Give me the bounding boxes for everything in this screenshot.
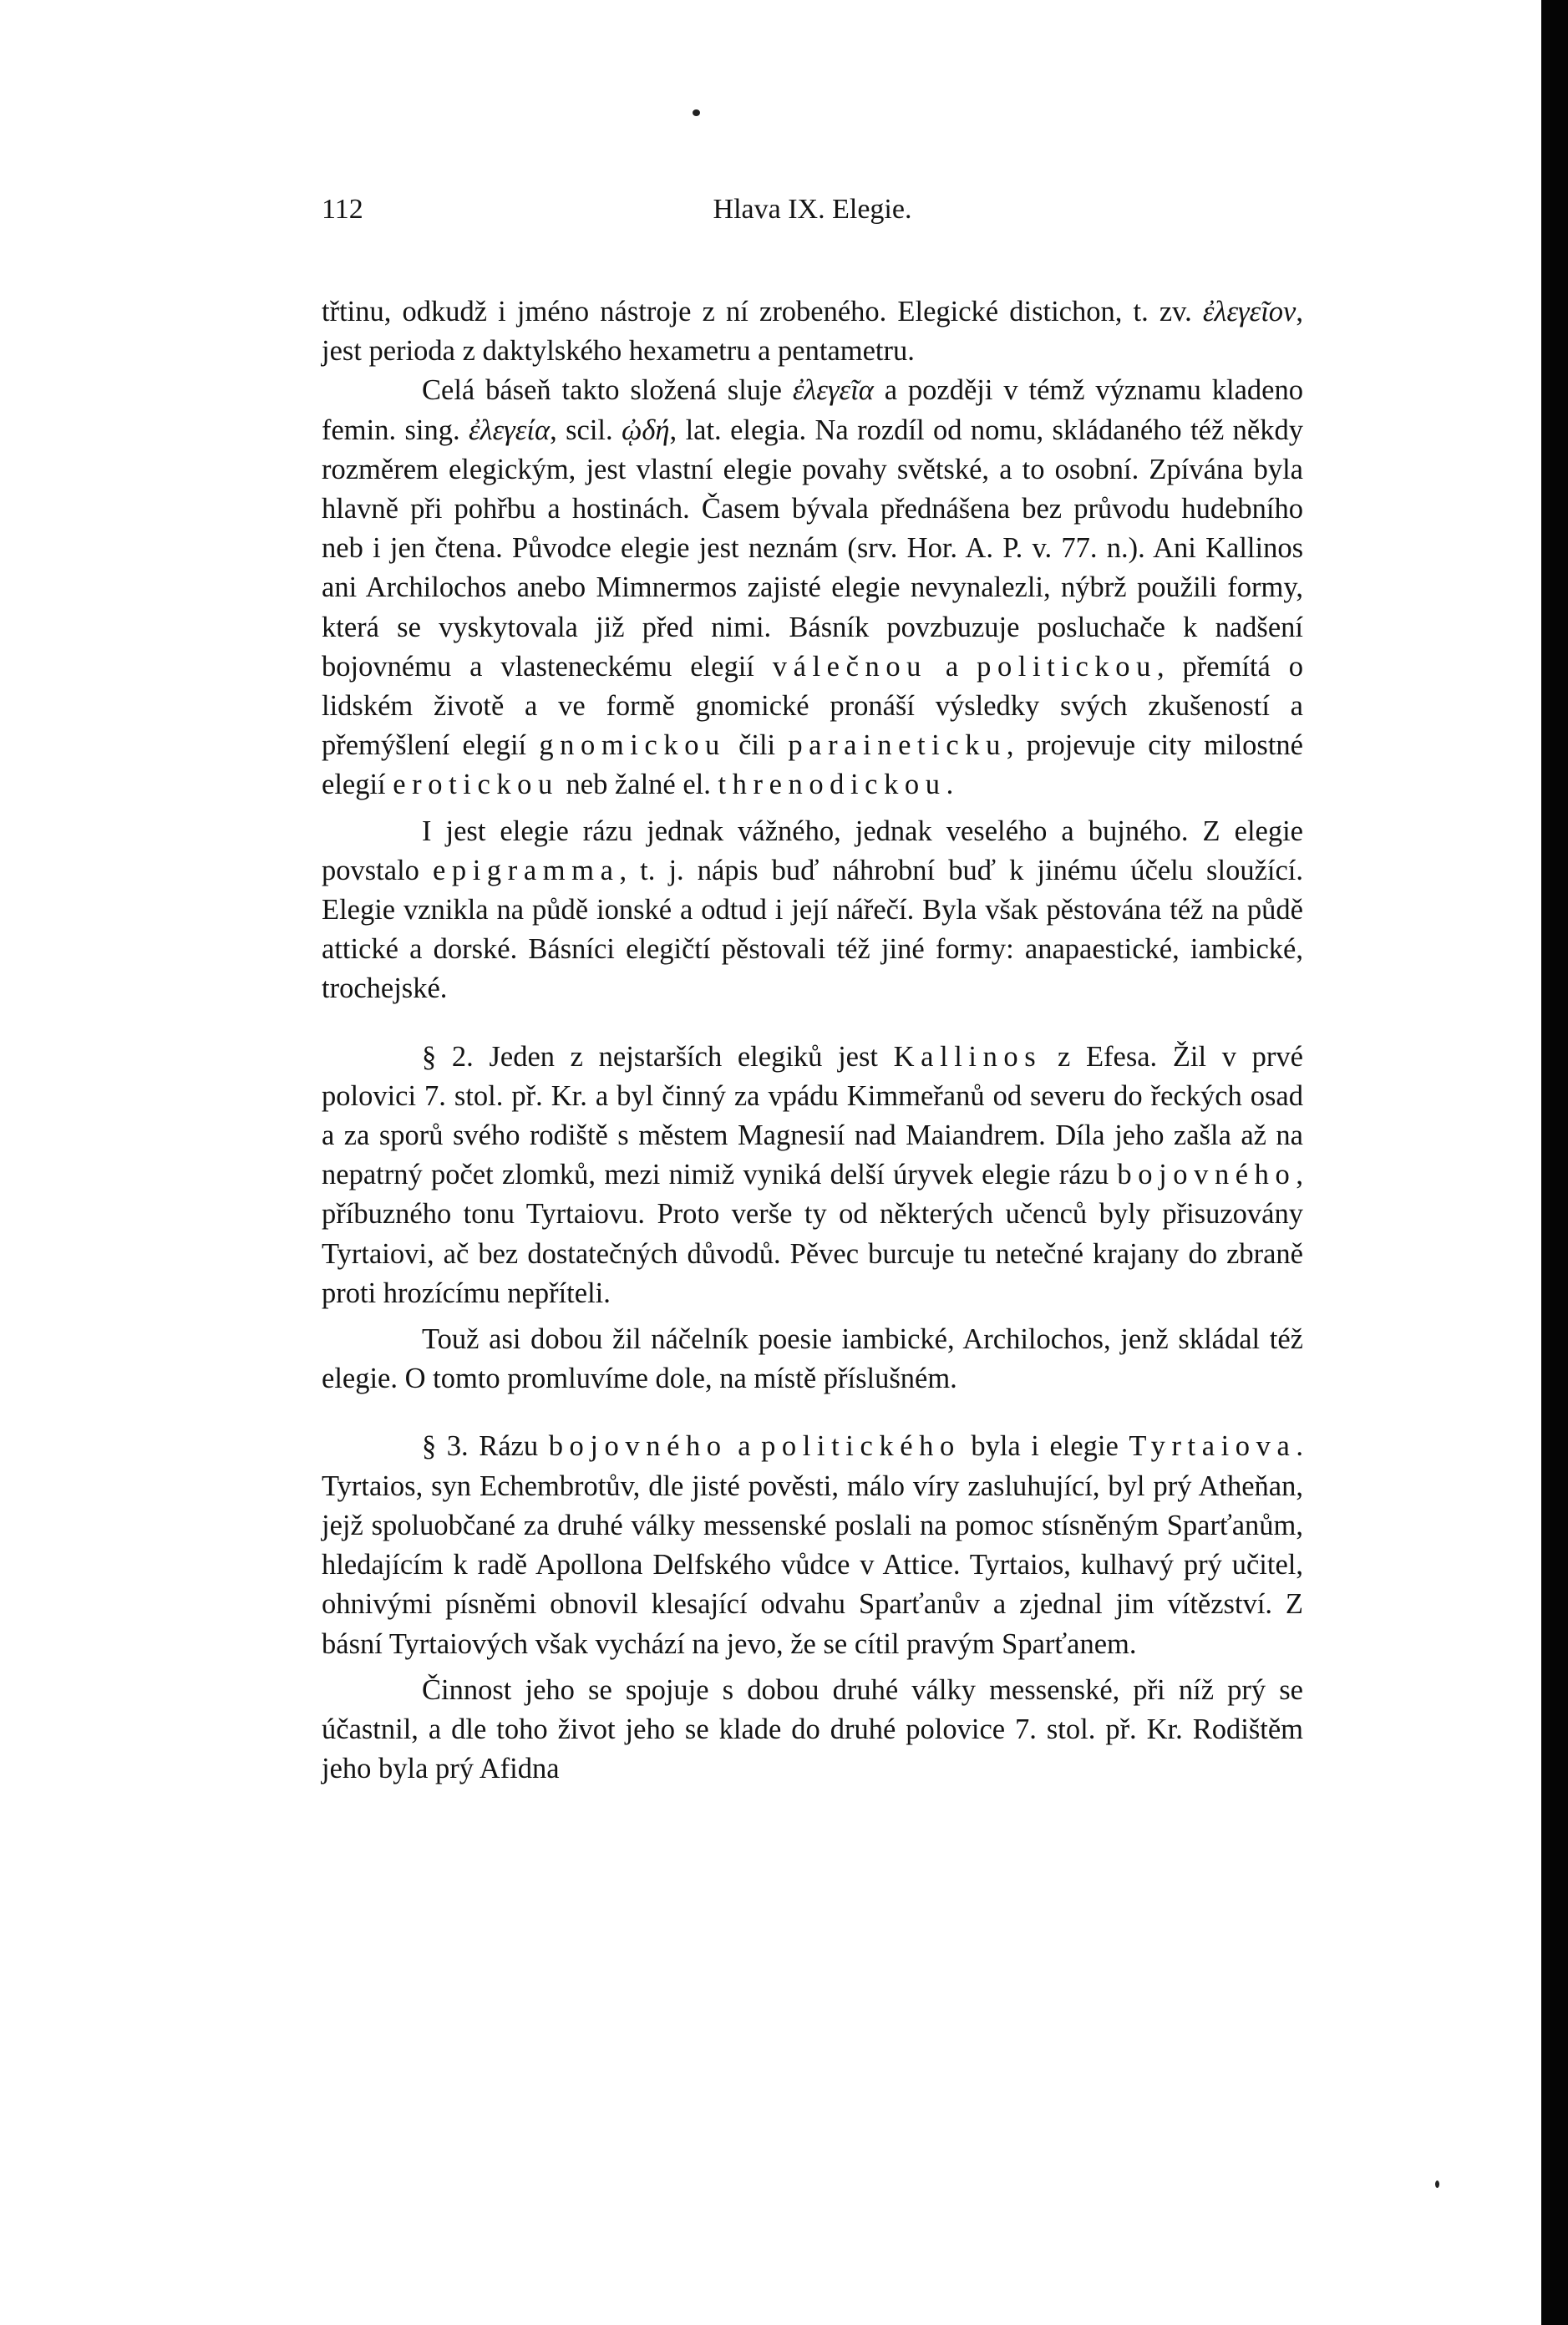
page-header — [322, 194, 1303, 244]
paragraph-tyrtaios-activity: Činnost jeho se spojuje s dobou druhé války messenské, při níž prý se účastnil, a dle toho život jeho se klade do druhé polovice 7. stol. př. Kr. Rodištěm jeho byla prý Afidna — [322, 1673, 1303, 1785]
spaced-term: bojovného — [1117, 1159, 1297, 1191]
scan-speck — [1435, 2180, 1439, 2188]
spaced-term: gnomickou — [539, 729, 726, 762]
book-page — [322, 194, 1303, 1789]
spaced-term: paraineticku — [788, 729, 1007, 762]
spaced-term: Tyrtaiova — [1129, 1430, 1297, 1463]
spaced-term: politického — [761, 1430, 961, 1463]
greek-word: ἐλεγεῖα — [792, 374, 874, 407]
paragraph-distichon: třtinu, odkudž i jméno nástroje z ní zrobeného. Elegické distichon, t. zv. ἐλεγεῖον, jest perioda z daktylského hexametru a pentametru. — [322, 296, 1303, 368]
greek-word: ἐλεγεῖον — [1202, 296, 1297, 327]
spaced-term: erotickou — [393, 769, 559, 801]
greek-word: ἐλεγεία — [469, 414, 551, 446]
section-2-kallinos: § 2. Jeden z nejstarších elegiků jest Kallinos z Efesa. Žil v prvé polovici 7. stol. př. Kr. a byl činný za vpádu Kimmeřanů od severu do řeckých osad a za sporů svého rodiště s městem Magnesií nad Maiandrem. Díla jeho zašla až na nepatrný počet zlomků, mezi nimiž vyniká delší úryvek elegie rázu bojovného, příbuzného tonu Tyrtaiovu. Proto verše ty od některých učenců byly přisuzovány Tyrtaiovi, ač bez dostatečných důvodů. Pěvec burcuje tu netečné krajany do zbraně proti hrozícímu nepříteli. — [322, 1040, 1303, 1309]
page-number: 112 — [322, 194, 363, 225]
spaced-term: epigramma — [432, 854, 620, 886]
spaced-term: bojovného — [548, 1430, 728, 1463]
section-3-tyrtaios: § 3. Rázu bojovného a politického byla i elegie Tyrtaiova. Tyrtaios, syn Echembrotův, dle jisté pověsti, málo víry zasluhující, byl prý Atheňan, jejž spoluobčané za druhé války messenské poslali na pomoc stísněným Sparťanům, hledajícím k radě Apollona Delfského vůdce v Attice. Tyrtaios, kulhavý prý učitel, ohnivými písněmi obnovil klesající odvahu Sparťanův a zjednal jim vítězství. Z básní Tyrtaiových však vychází na jevo, že se cítil pravým Sparťanem. — [322, 1430, 1303, 1660]
paragraph-elegie-definition: Celá báseň takto složená sluje ἐλεγεῖα a později v témž významu kladeno femin. sing. ἐλεγεία, scil. ᾠδή, lat. elegia. Na rozdíl od nomu, skládaného též někdy rozměrem elegickým, jest vlastní elegie povahy světské, a to osobní. Zpívána byla hlavně při pohřbu a hostinách. Časem bývala přednášena bez průvodu hudebního neb i jen čtena. Původce elegie jest neznám (srv. Hor. A. P. v. 77. n.). Ani Kallinos ani Archilochos anebo Mimnermos zajisté elegie nevynalezli, nýbrž použili formy, která se vyskytovala již před nimi. Básník povzbuzuje posluchače k nadšení bojovnému a vlasteneckému elegií válečnou a politickou, přemítá o lidském životě a ve formě gnomické pronáší výsledky svých zkušeností a přemýšlení elegií gnomickou čili paraineticku, projevuje city milostné elegií erotickou neb žalné el. threnodickou. — [322, 374, 1303, 801]
scan-speck — [693, 109, 700, 116]
spaced-term: threnodickou — [718, 769, 946, 801]
running-head: Hlava IX. Elegie. — [713, 194, 912, 225]
paragraph-elegie-character: I jest elegie rázu jednak vážného, jednak veselého a bujného. Z elegie povstalo epigramma, t. j. nápis buď náhrobní buď k jinému účelu sloužící. Elegie vznikla na půdě ionské a odtud i její nářečí. Byla však pěstována též na půdě attické a dorské. Básníci elegičtí pěstovali též jiné formy: anapaestické, iambické, trochejské. — [322, 815, 1303, 1005]
greek-word: ᾠδή — [622, 414, 670, 446]
spaced-term: politickou — [977, 650, 1157, 683]
spaced-term: válečnou — [772, 650, 928, 683]
paragraph-archilochos: Touž asi dobou žil náčelník poesie iambické, Archilochos, jenž skládal též elegie. O tomto promluvíme dole, na místě příslušném. — [322, 1323, 1303, 1395]
body-text — [322, 292, 1303, 1789]
spaced-term: Kallinos — [893, 1040, 1043, 1073]
scan-border-right — [1541, 0, 1568, 2325]
